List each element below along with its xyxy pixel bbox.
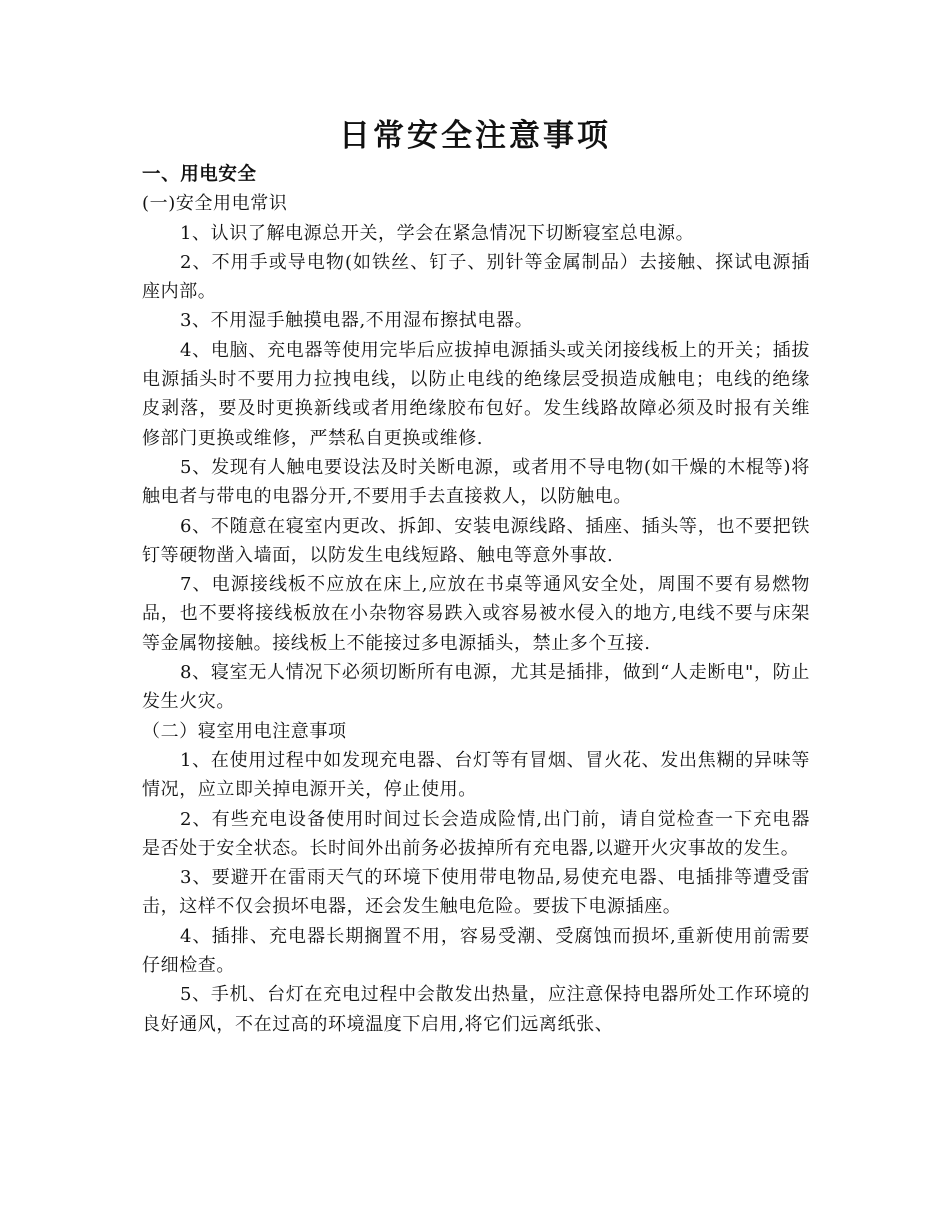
list-item: 6、不随意在寝室内更改、拆卸、安装电源线路、插座、插头等，也不要把铁钉等硬物凿入墙面，以防发生电线短路、触电等意外事故. [142, 515, 810, 566]
list-item: 2、有些充电设备使用时间过长会造成险情,出门前，请自觉检查一下充电器是否处于安全状态。长时间外出前务必拔掉所有充电器,以避开火灾事故的发生。 [142, 808, 810, 859]
section-heading-electricity: 一、用电安全 [142, 164, 257, 185]
list-item: 8、寝室无人情况下必须切断所有电源，尤其是插排，做到“人走断电"，防止发生火灾。 [142, 662, 810, 713]
subsection-heading-common-sense: (一)安全用电常识 [142, 193, 288, 215]
list-item: 7、电源接线板不应放在床上,应放在书桌等通风安全处，周围不要有易燃物品，也不要将接线板放在小杂物容易跌入或容易被水侵入的地方,电线不要与床架等金属物接触。接线板上不能接过多电源插头，禁止多个互接. [142, 574, 810, 654]
subsection-heading-dorm-notes: （二）寝室用电注意事项 [142, 720, 347, 742]
list-item: 5、发现有人触电要设法及时关断电源，或者用不导电物(如干燥的木棍等)将触电者与带电的电器分开,不要用手去直接救人，以防触电。 [142, 456, 810, 508]
list-item: 2、不用手或导电物(如铁丝、钉子、别针等金属制品）去接触、探试电源插座内部。 [142, 251, 810, 303]
list-item: 4、插排、充电器长期搁置不用，容易受潮、受腐蚀而损坏,重新使用前需要仔细检查。 [142, 925, 810, 977]
document-title: 日常安全注意事项 [339, 118, 611, 154]
list-item: 3、要避开在雷雨天气的环境下使用带电物品,易使充电器、电插排等遭受雷击，这样不仅会损坏电器，还会发生触电危险。要拔下电源插座。 [142, 867, 810, 918]
list-item: 5、手机、台灯在充电过程中会散发出热量，应注意保持电器所处工作环境的良好通风，不在过高的环境温度下启用,将它们远离纸张、 [142, 984, 810, 1035]
list-item: 1、在使用过程中如发现充电器、台灯等有冒烟、冒火花、发出焦糊的异味等情况，应立即关掉电源开关，停止使用。 [142, 749, 810, 801]
document-body [142, 160, 810, 1039]
list-item: 4、电脑、充电器等使用完毕后应拔掉电源插头或关闭接线板上的开关；插拔电源插头时不要用力拉拽电线，以防止电线的绝缘层受损造成触电；电线的绝缘皮剥落，要及时更换新线或者用绝缘胶布包好。发生线路故障必须及时报有关维修部门更换或维修，严禁私自更换或维修. [142, 339, 810, 449]
list-item: 1、认识了解电源总开关，学会在紧急情况下切断寝室总电源。 [180, 222, 695, 244]
list-item: 3、不用湿手触摸电器,不用湿布擦拭电器。 [180, 310, 534, 332]
